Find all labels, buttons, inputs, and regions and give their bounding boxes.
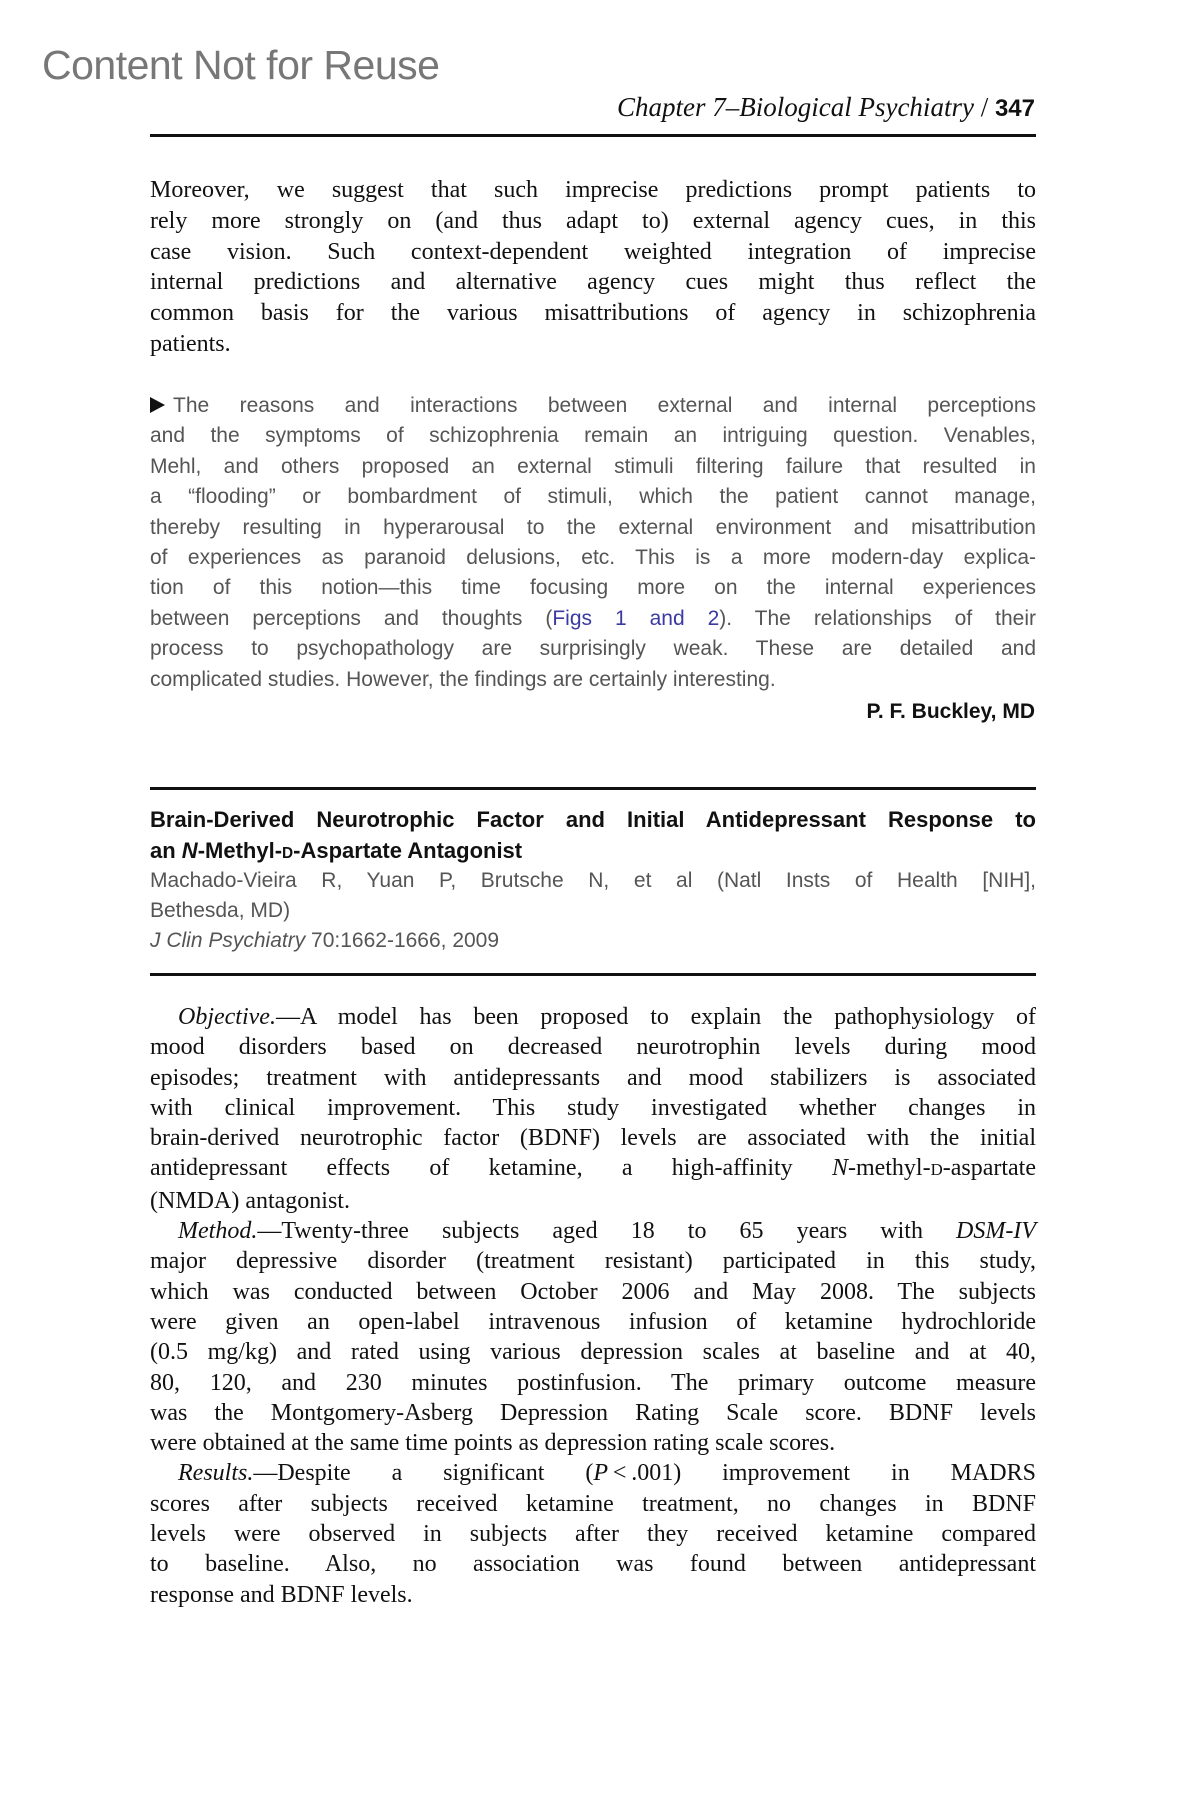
text-run: (0.5 mg/kg) and rated using various depression scales at baseline and at 40, <box>150 1339 1036 1366</box>
text-line <box>150 1032 1036 1062</box>
text-run: brain-derived neurotrophic factor (BDNF) levels are associated with the initial <box>150 1125 1036 1152</box>
text-run: complicated studies. However, the findings are certainly interesting. <box>150 667 776 691</box>
text-run: major depressive disorder (treatment resistant) participated in this study, <box>150 1248 1036 1275</box>
text-line <box>150 835 1036 869</box>
text-run: -methyl- <box>847 1155 931 1182</box>
watermark: Content Not for Reuse <box>42 42 440 88</box>
styled-text-run: Objective. <box>178 1004 276 1030</box>
text-run: mood disorders based on decreased neurotrophin levels during mood <box>150 1034 1036 1061</box>
text-run: case vision. Such context-dependent weighted integration of imprecise <box>150 238 1036 265</box>
text-line <box>150 329 1036 360</box>
text-run: scores after subjects received ketamine treatment, no changes in BDNF <box>150 1490 1036 1517</box>
text-run: (NMDA) antagonist. <box>150 1187 350 1214</box>
text-run: 80, 120, and 230 minutes postinfusion. The primary outcome measure <box>150 1369 1036 1396</box>
text-run: and the symptoms of schizophrenia remain an intriguing question. Venables, <box>150 424 1036 448</box>
text-line <box>150 1216 1036 1246</box>
text-line <box>150 665 1036 695</box>
text-line <box>150 513 1036 543</box>
text-run: to baseline. Also, no association was found between antidepressant <box>150 1551 1036 1578</box>
text-run: of experiences as paranoid delusions, etc. This is a more modern-day explica- <box>150 546 1036 570</box>
text-line <box>150 1123 1036 1153</box>
text-run: The reasons and interactions between external and internal perceptions <box>173 394 1036 417</box>
styled-text-run: Results. <box>178 1460 254 1487</box>
text-line <box>150 896 1036 926</box>
editor-commentary <box>150 391 1036 695</box>
text-line <box>150 926 1036 956</box>
text-line <box>150 1063 1036 1093</box>
text-line <box>150 1307 1036 1337</box>
triangle-marker-icon <box>150 397 165 413</box>
text-line <box>150 1489 1036 1519</box>
text-line <box>150 573 1036 603</box>
text-line <box>150 452 1036 482</box>
text-line <box>150 634 1036 664</box>
text-run: levels were observed in subjects after they received ketamine compared <box>150 1521 1036 1548</box>
text-run: with clinical improvement. This study investigated whether changes in <box>150 1094 1036 1121</box>
text-run: < .001) improvement in MADRS <box>608 1460 1036 1487</box>
text-run: was the Montgomery-Asberg Depression Rating Scale score. BDNF levels <box>150 1399 1036 1426</box>
text-run: which was conducted between October 2006 and May 2008. The subjects <box>150 1278 1036 1305</box>
text-line <box>150 1458 1036 1488</box>
styled-text-run: P <box>593 1460 609 1487</box>
text-run: between perceptions and thoughts ( <box>150 606 553 630</box>
text-run: response and BDNF levels. <box>150 1581 413 1608</box>
styled-text-run: Method. <box>178 1218 258 1245</box>
text-line <box>150 1398 1036 1428</box>
article-title <box>150 804 1036 869</box>
text-line <box>150 866 1036 896</box>
article-top-rule <box>150 787 1036 790</box>
text-run: process to psychopathology are surprisingly weak. These are detailed and <box>150 637 1036 661</box>
text-line <box>150 543 1036 573</box>
styled-text-run: N <box>831 1155 848 1182</box>
text-line <box>150 482 1036 512</box>
article-citation <box>150 866 1036 956</box>
text-line <box>150 1002 1036 1032</box>
styled-text-run: N <box>181 838 198 863</box>
text-run: tion of this notion—this time focusing more on the internal experiences <box>150 576 1036 600</box>
text-run: Moreover, we suggest that such imprecise predictions prompt patients to <box>150 177 1036 203</box>
commentary-signature: P. F. Buckley, MD <box>866 700 1035 723</box>
text-run: —A model has been proposed to explain the pathophysiology of <box>275 1004 1036 1030</box>
text-run: 70:1662-1666, 2009 <box>305 929 500 952</box>
running-head <box>617 92 1035 123</box>
styled-text-run: D <box>930 1160 943 1180</box>
text-run: were obtained at the same time points as depression rating scale scores. <box>150 1430 836 1457</box>
text-run: internal predictions and alternative agency cues might thus reflect the <box>150 269 1036 296</box>
abstract <box>150 1002 1036 1610</box>
text-line <box>150 1186 1036 1216</box>
text-line <box>150 421 1036 451</box>
text-line <box>150 206 1036 237</box>
text-line <box>150 1368 1036 1398</box>
text-line <box>150 1428 1036 1458</box>
text-run: -Methyl- <box>197 838 283 863</box>
text-run: —Twenty-three subjects aged 18 to 65 years with <box>257 1218 957 1245</box>
text-run: Brain-Derived Neurotrophic Factor and Initial Antidepressant Response to <box>150 807 1036 832</box>
text-run: ). The relationships of their <box>719 606 1036 630</box>
text-line <box>150 1277 1036 1307</box>
text-line <box>150 175 1036 206</box>
text-run: -aspartate <box>942 1155 1036 1182</box>
body-paragraph <box>150 175 1036 360</box>
text-line <box>150 391 1036 421</box>
page-number: 347 <box>994 95 1035 122</box>
text-run: an <box>150 838 182 863</box>
text-line <box>150 1153 1036 1185</box>
text-run: common basis for the various misattributions of agency in schizophrenia <box>150 300 1036 327</box>
text-run: Mehl, and others proposed an external stimuli filtering failure that resulted in <box>150 454 1036 478</box>
text-line <box>150 604 1036 634</box>
header-rule <box>150 134 1036 137</box>
article-bottom-rule <box>150 973 1036 976</box>
text-run: thereby resulting in hyperarousal to the external environment and misattribution <box>150 515 1036 539</box>
text-run: episodes; treatment with antidepressants and mood stabilizers is associated <box>150 1064 1036 1091</box>
text-run: patients. <box>150 330 231 357</box>
text-line <box>150 298 1036 329</box>
text-line <box>150 1549 1036 1579</box>
text-run: rely more strongly on (and thus adapt to) external agency cues, in this <box>150 207 1036 234</box>
text-line <box>150 237 1036 268</box>
figure-link[interactable]: Figs 1 and 2 <box>552 606 720 630</box>
text-line <box>150 1519 1036 1549</box>
text-line <box>150 1580 1036 1610</box>
text-run: a “flooding” or bombardment of stimuli, which the patient cannot manage, <box>150 485 1036 509</box>
text-run: were given an open-label intravenous infusion of ketamine hydrochloride <box>150 1308 1036 1335</box>
text-run: Bethesda, MD) <box>150 899 291 922</box>
text-run: antidepressant effects of ketamine, a high-affinity <box>150 1155 832 1182</box>
text-line <box>150 1246 1036 1276</box>
styled-text-run: D <box>282 845 294 862</box>
chapter-title: Chapter 7–Biological Psychiatry <box>616 92 974 122</box>
styled-text-run: J Clin Psychiatry <box>150 929 306 952</box>
text-line <box>150 1337 1036 1367</box>
styled-text-run: DSM-IV <box>956 1218 1036 1245</box>
separator: / <box>973 92 995 122</box>
text-run: —Despite a significant ( <box>253 1460 594 1487</box>
text-run: -Aspartate Antagonist <box>293 838 523 863</box>
text-line <box>150 804 1036 835</box>
text-line <box>150 1093 1036 1123</box>
text-line <box>150 267 1036 298</box>
text-run: Machado-Vieira R, Yuan P, Brutsche N, et al (Natl Insts of Health [NIH], <box>150 869 1036 892</box>
